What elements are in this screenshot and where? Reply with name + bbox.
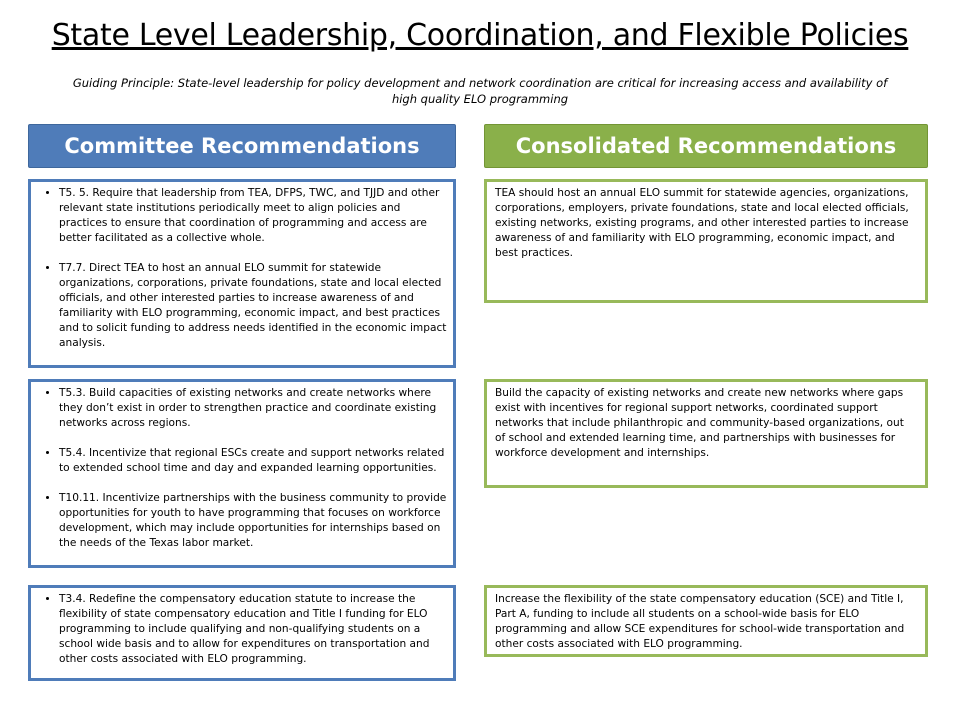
consolidated-text: TEA should host an annual ELO summit for statewide agencies, organizations, corporations, employers, private foundations, state and local elected officials, existing networks, existing programs, and other interested parties to increase awareness of and familiarity with ELO programming, economic impact, and best practices. (495, 187, 909, 259)
consolidated-text: Increase the flexibility of the state compensatory education (SCE) and Title I, Part A, funding to include all students on a school-wide basis for ELO programming and allow SCE expenditures for school-wide transportation and other costs associated with ELO programming. (495, 593, 905, 650)
consolidated-box-2 (484, 379, 928, 488)
consolidated-box-1 (484, 179, 928, 303)
guiding-principle: Guiding Principle: State-level leadership for policy development and network coordination are critical for increasing access and availability of high quality ELO programming (72, 76, 888, 106)
recommendation-item: • T3.4. Redefine the compensatory education statute to increase the flexibility of state compensatory education and Title I funding for ELO programming to include qualifying and non-qualifying students on a school wide basis and to allow for expenditures on transportation and other costs associated with ELO programming. (59, 592, 447, 667)
committee-box-1 (28, 179, 456, 368)
committee-box-2 (28, 379, 456, 568)
recommendation-item: • T5.3. Build capacities of existing networks and create networks where they don’t exist in order to strengthen practice and coordinate existing networks across regions. (59, 386, 447, 431)
recommendation-item: • T5.4. Incentivize that regional ESCs create and support networks related to extended school time and day and expanded learning opportunities. (59, 446, 447, 476)
recommendation-item: • T5. 5. Require that leadership from TEA, DFPS, TWC, and TJJD and other relevant state institutions periodically meet to align policies and practices to ensure that coordination of programming and access are better facilitated as a collective whole. (59, 186, 447, 246)
recommendation-item: • T7.7. Direct TEA to host an annual ELO summit for statewide organizations, corporations, private foundations, state and local elected officials, and other interested parties to increase awareness of and familiarity with ELO programming, economic impact, and best practices and to solicit funding to address needs identified in the economic impact analysis. (59, 261, 447, 351)
recommendation-item: • T10.11. Incentivize partnerships with the business community to provide opportunities for youth to have programming that focuses on workforce development, which may include opportunities for internships based on the needs of the Texas labor market. (59, 491, 447, 551)
consolidated-text: Build the capacity of existing networks and create new networks where gaps exist with incentives for regional support networks, coordinated support networks that include philanthropic and community-based organizations, out of school and extended learning time, and partnerships with businesses for workforce development and internships. (495, 387, 904, 459)
committee-header: Committee Recommendations (28, 124, 456, 168)
page-title: State Level Leadership, Coordination, and Flexible Policies (51, 18, 909, 53)
consolidated-box-3 (484, 585, 928, 657)
committee-box-3 (28, 585, 456, 681)
consolidated-header: Consolidated Recommendations (484, 124, 928, 168)
